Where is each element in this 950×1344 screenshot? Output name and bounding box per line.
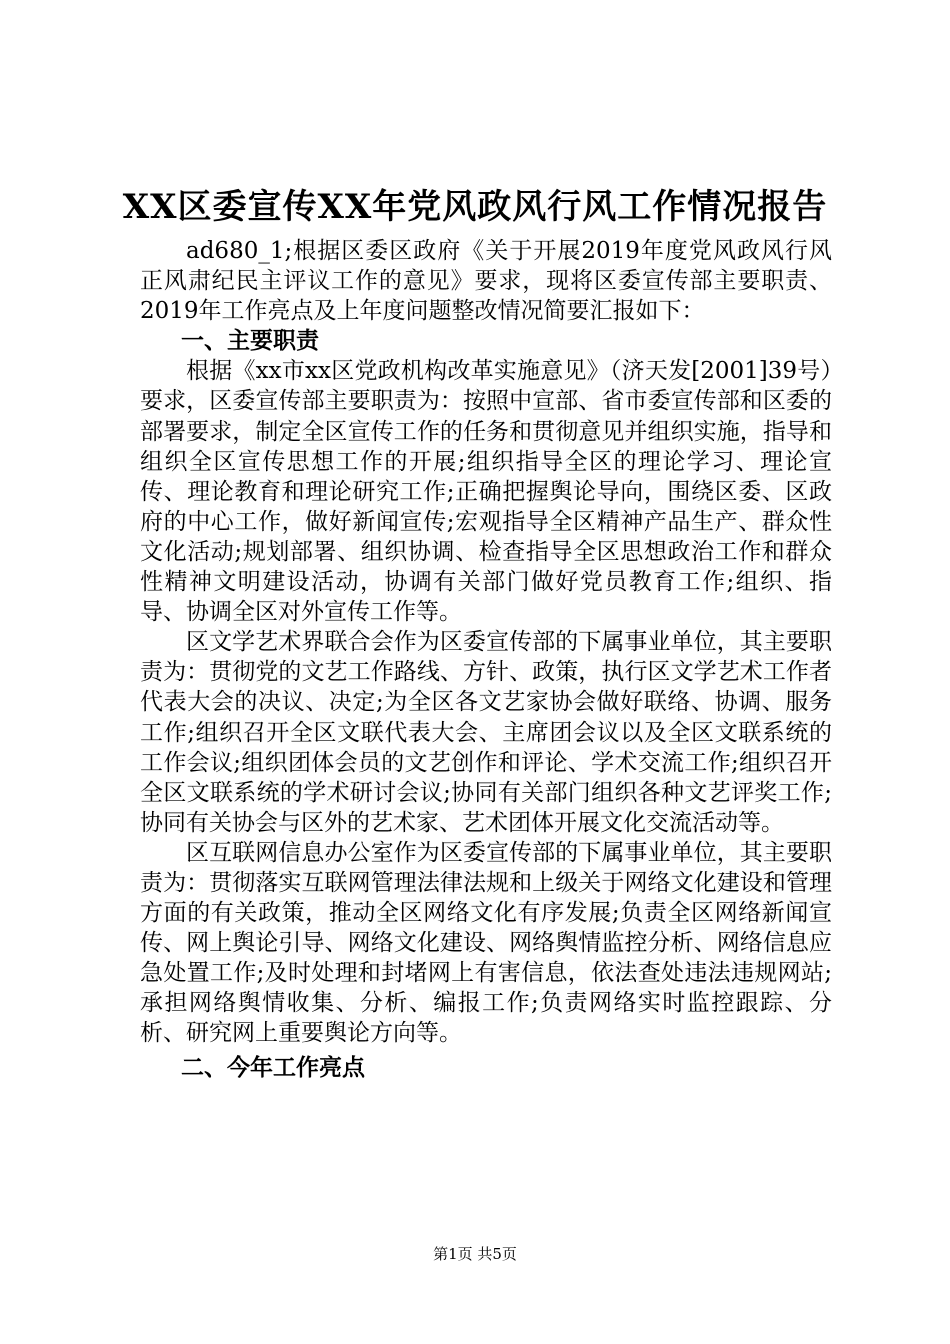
document-body — [140, 236, 832, 1083]
paragraph-department-duties: 根据《xx市xx区党政机构改革实施意见》（济天发[2001]39号）要求，区委宣传部主要职责为：按照中宣部、省市委宣传部和区委的部署要求，制定全区宣传工作的任务和贯彻意见并组织实施，指导和组织全区宣传思想工作的开展;组织指导全区的理论学习、理论宣传、理论教育和理论研究工作;正确把握舆论导向，围绕区委、区政府的中心工作，做好新闻宣传;宏观指导全区精神产品生产、群众性文化活动;规划部署、组织协调、检查指导全区思想政治工作和群众性精神文明建设活动，协调有关部门做好党员教育工作;组织、指导、协调全区对外宣传工作等。 — [140, 358, 832, 626]
paragraph-literature-federation: 区文学艺术界联合会作为区委宣传部的下属事业单位，其主要职责为：贯彻党的文艺工作路线、方针、政策，执行区文学艺术工作者代表大会的决议、决定;为全区各文艺家协会做好联络、协调、服务工作;组织召开全区文联代表大会、主席团会议以及全区文联系统的工作会议;组织团体会员的文艺创作和评论、学术交流工作;组织召开全区文联系统的学术研讨会议;协同有关部门组织各种文艺评奖工作;协同有关协会与区外的艺术家、艺术团体开展文化交流活动等。 — [140, 629, 832, 836]
document-title: XX区委宣传XX年党风政风行风工作情况报告 — [122, 187, 828, 227]
paragraph-internet-office: 区互联网信息办公室作为区委宣传部的下属事业单位，其主要职责为：贯彻落实互联网管理法律法规和上级关于网络文化建设和管理方面的有关政策，推动全区网络文化有序发展;负责全区网络新闻宣传、网上舆论引导、网络文化建设、网络舆情监控分析、网络信息应急处置工作;及时处理和封堵网上有害信息，依法查处违法违规网站;承担网络舆情收集、分析、编报工作;负责网络实时监控跟踪、分析、研究网上重要舆论方向等。 — [140, 839, 832, 1047]
section-heading-highlights: 二、今年工作亮点 — [181, 1053, 365, 1081]
intro-paragraph: ad680_1;根据区委区政府《关于开展2019年度党风政风行风正风肃纪民主评议工作的意见》要求，现将区委宣传部主要职责、2019年工作亮点及上年度问题整改情况简要汇报如下： — [140, 238, 832, 325]
section-heading-responsibilities: 一、主要职责 — [181, 327, 319, 355]
page-number-footer: 第1页 共5页 — [433, 1245, 517, 1263]
